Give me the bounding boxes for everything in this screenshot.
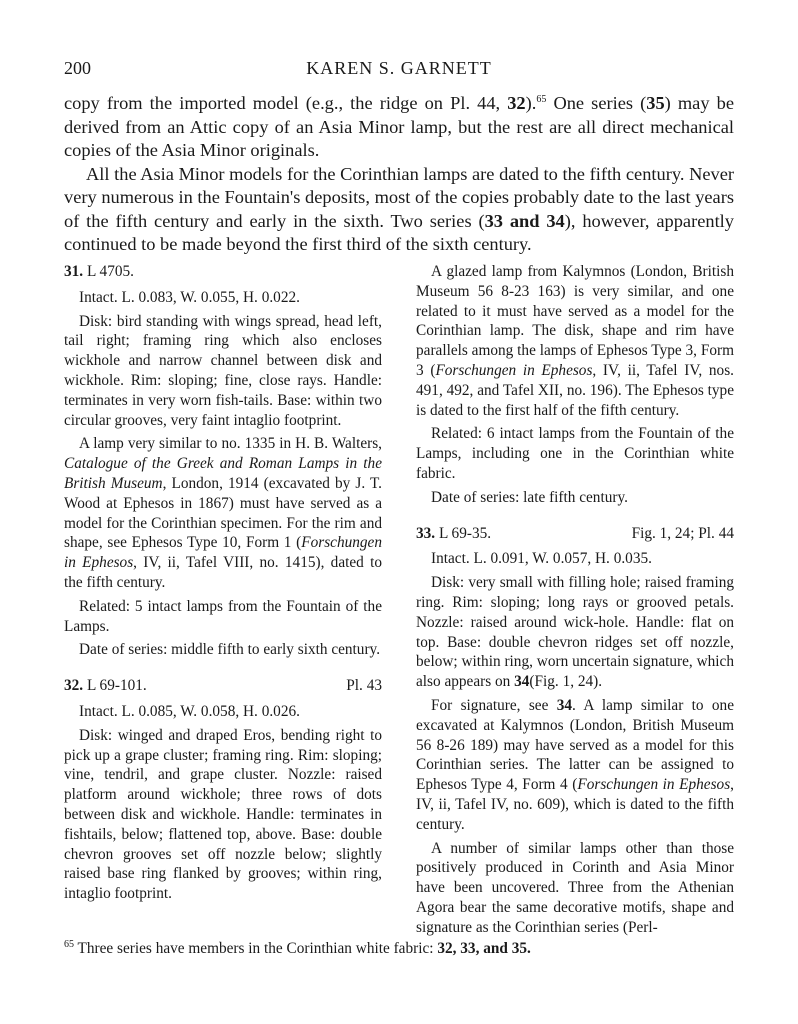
left-column	[64, 262, 382, 908]
entry-32-commentary: A glazed lamp from Kalymnos (London, British Museum 56 8-23 163) is very similar, and one related to it must have served as a model for the Corinthian lamp. The disk, shape and rim have parallels among the lamps of Ephesos Type 3, Form 3 (Forschungen in Ephesos, IV, ii, Tafel IV, nos. 491, 492, and Tafel XII, no. 196). The Ephesos type is dated to the first half of the fifth century.	[416, 263, 734, 419]
intro-paragraph-1: copy from the imported model (e.g., the ridge on Pl. 44, 32).$^{65}$ One series (35) may be derived from an Attic copy of an Asia Minor lamp, but the rest are all direct mechanical copies of the Asia Minor originals.	[64, 93, 734, 160]
entry-33-description: Disk: very small with filling hole; raised framing ring. Rim: sloping; long rays or grooved petals. Nozzle: raised around wick-hole. Handle: flat on top. Base: double chevron ridges set off nozzle, below; within ring, worn uncertain signature, which also appears on 34(Fig. 1, 24).	[416, 574, 734, 691]
footnote-marker: 65	[536, 93, 547, 105]
catalog-heading-32: 32. L 69-101. Pl. 43	[64, 677, 382, 695]
entry-33-dimensions: Intact. L. 0.091, W. 0.057, H. 0.035.	[431, 550, 652, 568]
intro-text	[64, 92, 734, 257]
entry-32-dimensions: Intact. L. 0.085, W. 0.058, H. 0.026.	[79, 702, 300, 720]
entry-31-dimensions: Intact. L. 0.083, W. 0.055, H. 0.022.	[79, 288, 300, 306]
running-header	[64, 58, 734, 82]
entry-32-related: Related: 6 intact lamps from the Fountain of the Lamps, including one in the Corinthian white fabric.	[416, 425, 734, 482]
entry-33-signature: For signature, see 34. A lamp similar to one excavated at Kalymnos (London, British Museum 56 8-26 189) may have served as a model for this Corinthian series. The latter can be assigned to Ephesos Type 4, Form 4 (Forschungen in Ephesos, IV, ii, Tafel IV, no. 609), which is dated to the fifth century.	[416, 696, 734, 833]
entry-32-plate-ref: Pl. 43	[346, 677, 382, 695]
entry-31-related: Related: 5 intact lamps from the Fountain of the Lamps.	[64, 597, 382, 635]
entry-32-description: Disk: winged and draped Eros, bending right to pick up a grape cluster; framing ring. Rim: sloping; vine, tendril, and grape cluster. Nozzle: raised platform around wickhole; three rows of dots between disk and wickhole. Handle: terminates in fishtails, below; flattened top, above. Base: double chevron grooves set off nozzle below; slightly raised base ring flanked by grooves; within ring, intaglio footprint.	[64, 726, 382, 903]
entry-31-date: Date of series: middle fifth to early sixth century.	[79, 641, 381, 659]
footnote-65: $^{65}$ Three series have members in the Corinthian white fabric: 32, 33, and 35.	[64, 938, 531, 957]
catalog-heading-31: 31. L 4705.	[64, 263, 134, 280]
entry-31-commentary: A lamp very similar to no. 1335 in H. B. Walters, Catalogue of the Greek and Roman Lamps in the British Museum, London, 1914 (excavated by J. T. Wood at Ephesos in 1867) must have served as a model for the Corinthian specimen. For the rim and shape, see Ephesos Type 10, Form 1 (Forschungen in Ephesos, IV, ii, Tafel VIII, no. 1415), dated to the fifth century.	[64, 435, 382, 591]
page-number: 200	[64, 58, 91, 78]
catalog-heading-33: 33. L 69-35. Fig. 1, 24; Pl. 44	[416, 524, 734, 542]
running-head-author: KAREN S. GARNETT	[306, 58, 492, 78]
entry-33-figure-ref: Fig. 1, 24; Pl. 44	[631, 524, 734, 542]
intro-paragraph-2: All the Asia Minor models for the Corinthian lamps are dated to the fifth century. Never very numerous in the Fountain's deposits, most of the copies probably date to the last years of the fifth century and early in the sixth. Two series (33 and 34), however, apparently continued to be made beyond the first third of the sixth century.	[64, 163, 734, 254]
right-column	[416, 262, 734, 942]
entry-31-description: Disk: bird standing with wings spread, head left, tail right; framing ring which also encloses wickhole and narrow channel between disk and wickhole. Rim: sloping; fine, close rays. Handle: terminates in very worn fish-tails. Base: within two circular grooves, very faint intaglio footprint.	[64, 312, 382, 429]
footnote-number: 65	[64, 938, 74, 950]
entry-33-similar-lamps: A number of similar lamps other than those positively produced in Corinth and Asia Minor have been uncovered. Three from the Athenian Agora bear the same decorative motifs, shape and signature as the Corinthian series (Perl-	[416, 839, 734, 936]
entry-32-date: Date of series: late fifth century.	[431, 488, 628, 506]
